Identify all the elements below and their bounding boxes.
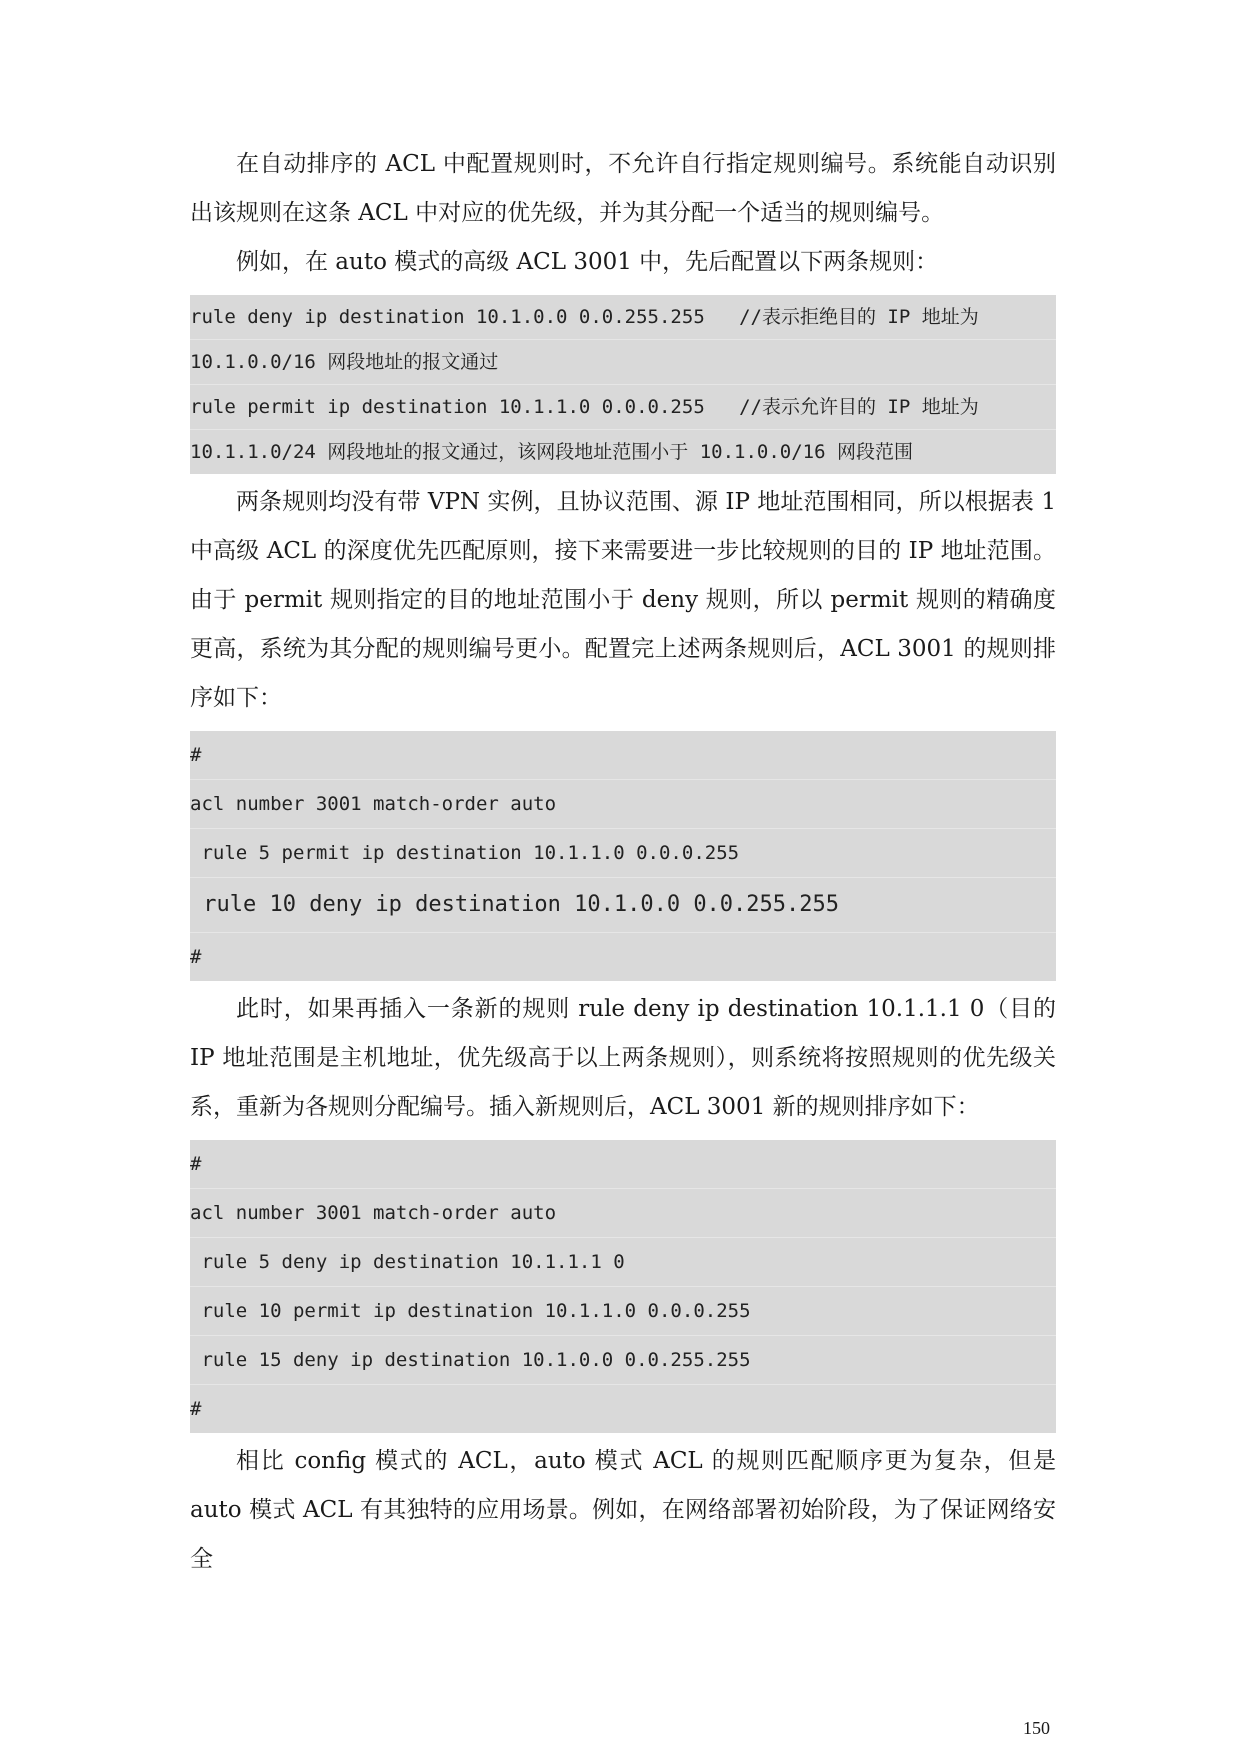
paragraph-insert-new-rule: 此时，如果再插入一条新的规则 rule deny ip destination 10.1.1.1 0（目的 IP 地址范围是主机地址，优先级高于以上两条规则），则系统将按照规则的优先级关系，重新为各规则分配编号。插入新规则后，ACL 3001 新的规则排序如下： — [190, 996, 1056, 1120]
code-line: acl number 3001 match-order auto — [190, 780, 1056, 829]
code-block-acl-new-order — [190, 1140, 1056, 1433]
code-line: # — [190, 946, 202, 968]
code-line: rule 10 permit ip destination 10.1.1.0 0.0.0.255 — [190, 1287, 1056, 1336]
code-line: 10.1.0.0/16 网段地址的报文通过 — [190, 340, 1056, 385]
code-line: rule permit ip destination 10.1.1.0 0.0.0.255 //表示允许目的 IP 地址为 — [190, 385, 1056, 430]
code-line: # — [190, 1398, 202, 1420]
code-line: # — [190, 731, 1056, 780]
paragraph-config-vs-auto: 相比 config 模式的 ACL，auto 模式 ACL 的规则匹配顺序更为复杂，但是 auto 模式 ACL 有其独特的应用场景。例如，在网络部署初始阶段，为了保证网络安全 — [190, 1448, 1056, 1572]
code-line: 10.1.1.0/24 网段地址的报文通过，该网段地址范围小于 10.1.0.0/16 网段范围 — [190, 441, 913, 463]
page-number: 150 — [1023, 1718, 1050, 1738]
code-line: rule 10 deny ip destination 10.1.0.0 0.0.255.255 — [190, 878, 1056, 933]
code-line: rule 5 deny ip destination 10.1.1.1 0 — [190, 1238, 1056, 1287]
code-line: rule 5 permit ip destination 10.1.1.0 0.0.0.255 — [190, 829, 1056, 878]
paragraph-depth-first-explanation: 两条规则均没有带 VPN 实例，且协议范围、源 IP 地址范围相同，所以根据表 1 中高级 ACL 的深度优先匹配原则，接下来需要进一步比较规则的目的 IP 地址范围。由于 permit 规则指定的目的地址范围小于 deny 规则，所以 permit 规则的精确度更高，系统为其分配的规则编号更小。配置完上述两条规则后，ACL 3001 的规则排序如下： — [190, 489, 1056, 711]
code-block-rules — [190, 295, 1056, 474]
paragraph-example-intro: 例如，在 auto 模式的高级 ACL 3001 中，先后配置以下两条规则： — [236, 249, 939, 275]
code-line: # — [190, 1140, 1056, 1189]
code-block-acl-order — [190, 731, 1056, 981]
code-line: rule deny ip destination 10.1.0.0 0.0.255.255 //表示拒绝目的 IP 地址为 — [190, 295, 1056, 340]
code-line: rule 15 deny ip destination 10.1.0.0 0.0.255.255 — [190, 1336, 1056, 1385]
code-line: acl number 3001 match-order auto — [190, 1189, 1056, 1238]
paragraph-auto-rule-numbering: 在自动排序的 ACL 中配置规则时，不允许自行指定规则编号。系统能自动识别出该规则在这条 ACL 中对应的优先级，并为其分配一个适当的规则编号。 — [190, 151, 1056, 226]
page-content — [190, 140, 1056, 1584]
